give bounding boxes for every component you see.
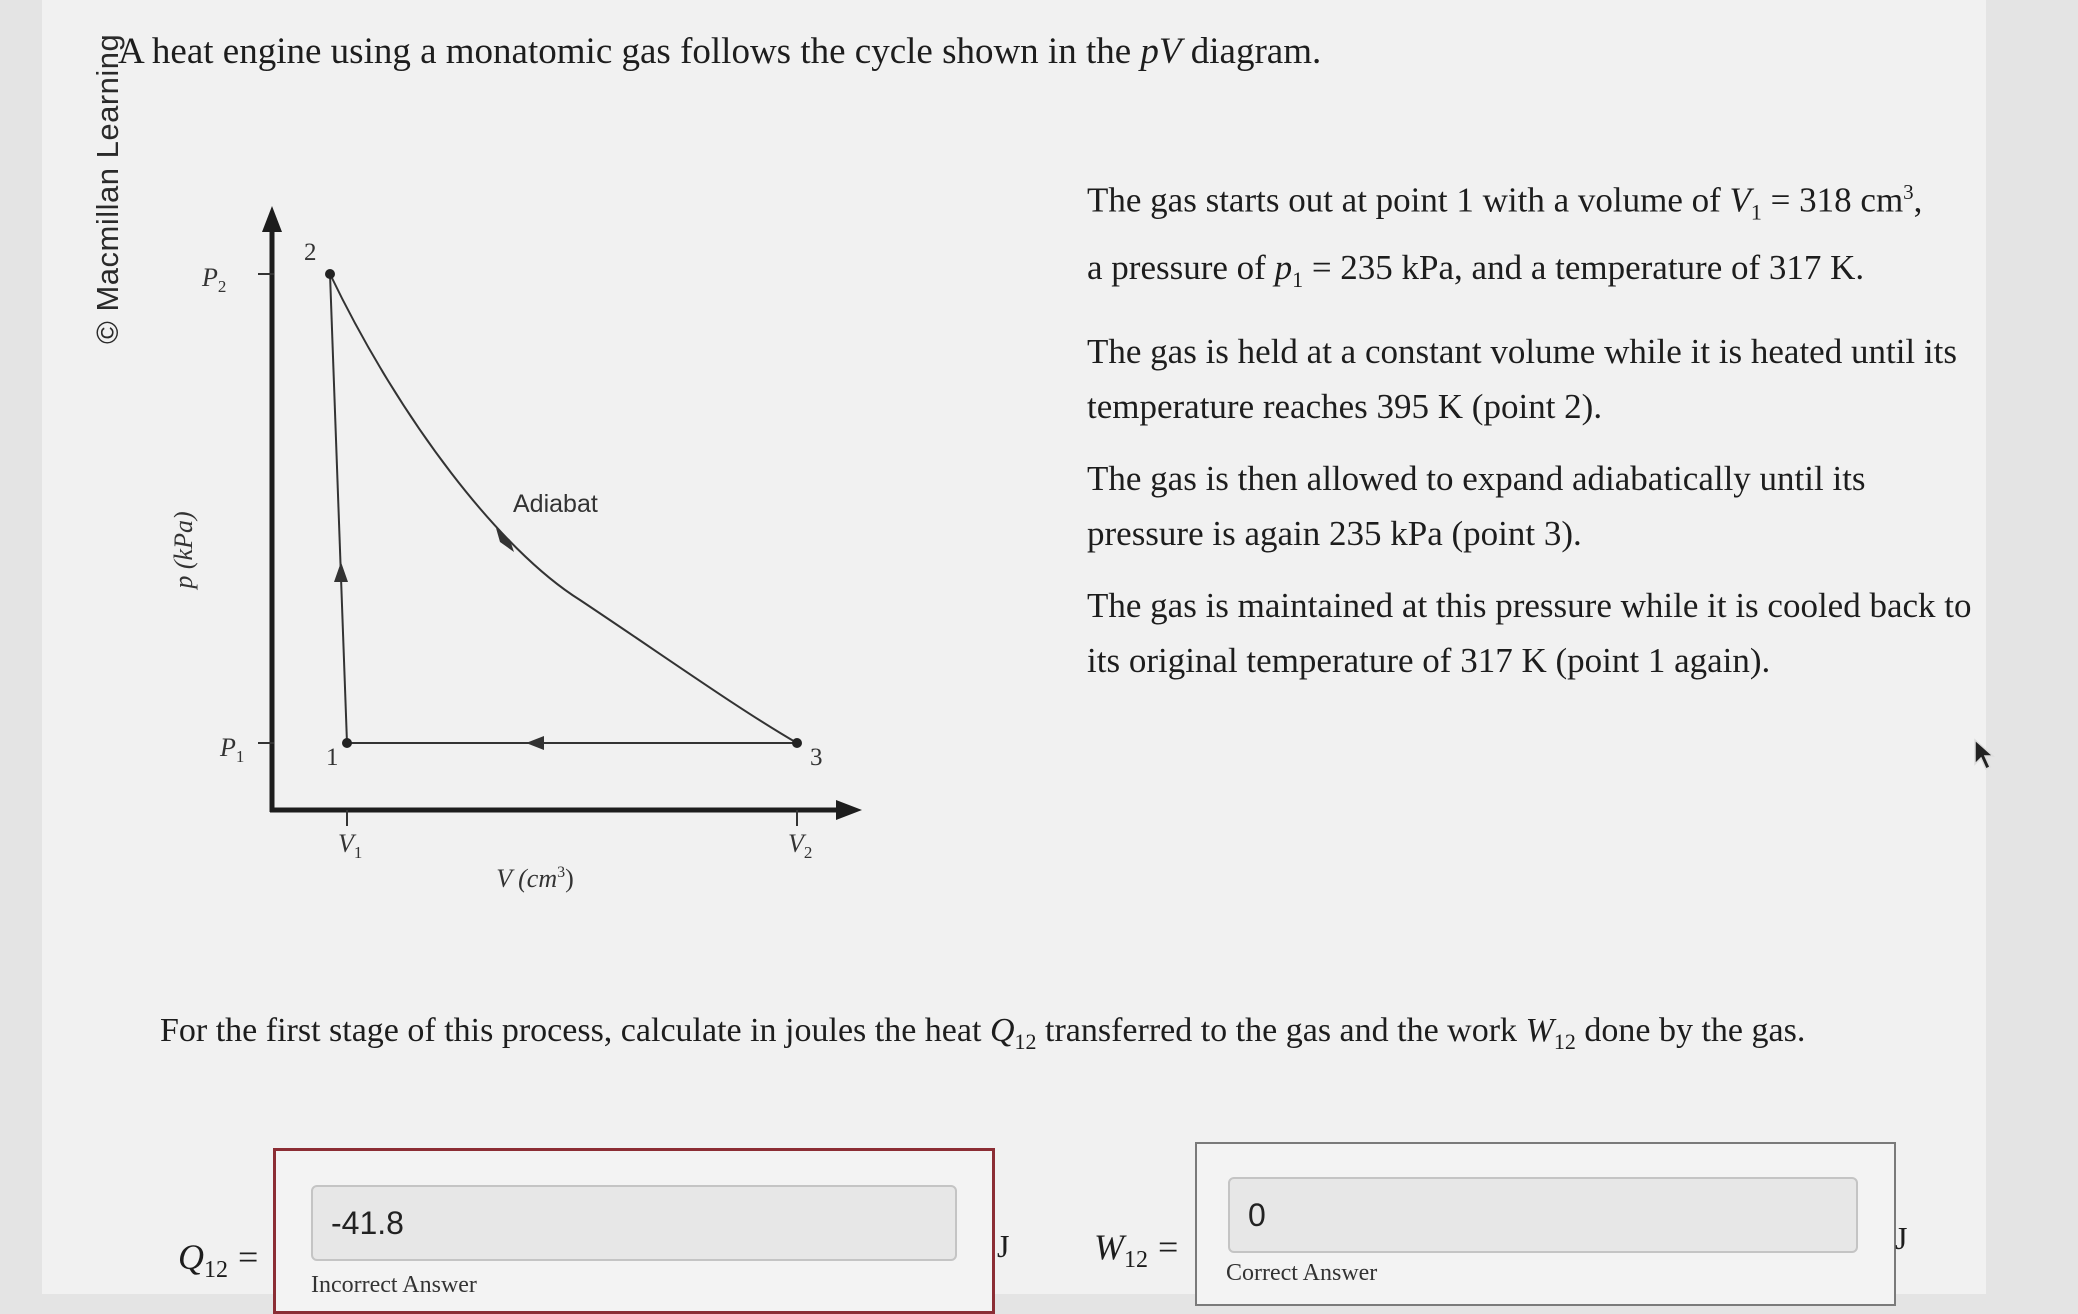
point-3-label: 3 <box>810 744 823 771</box>
isochoric-path <box>330 274 347 743</box>
x-axis-arrow <box>836 800 862 820</box>
w12-label <box>1094 1226 1178 1274</box>
y-axis-label: p (kPa) <box>169 511 198 589</box>
v2-label: $V_2$ <box>788 829 813 862</box>
problem-description <box>1087 165 1987 705</box>
adiabat-label: Adiabat <box>513 490 598 518</box>
v1-label: $V_1$ <box>338 829 363 862</box>
w12-unit: J <box>1895 1220 1908 1256</box>
question-part: transferred to the gas and the work <box>1036 1012 1526 1049</box>
desc-text: The gas starts out at point 1 with a volume of <box>1087 180 1730 220</box>
x-axis-label: V $(cm^3)$ <box>496 864 574 893</box>
q12-answer-input[interactable]: -41.8 <box>311 1185 957 1261</box>
question-part: done by the gas. <box>1575 1012 1806 1049</box>
q12-symbol: Q <box>178 1237 204 1277</box>
question-text <box>160 1012 1805 1055</box>
w12-answer-input[interactable]: 0 <box>1228 1177 1858 1253</box>
pv-diagram <box>140 190 880 910</box>
point-1-label: 1 <box>326 744 339 771</box>
intro-text-before: A heat engine using a monatomic gas follows the cycle shown in the <box>118 31 1141 72</box>
question-q-symbol: Q <box>989 1012 1015 1049</box>
mouse-cursor-icon <box>1972 738 2002 774</box>
description-start-conditions <box>1087 165 1987 307</box>
desc-v-sub: 1 <box>1750 199 1762 225</box>
question-w-symbol: W <box>1525 1012 1554 1049</box>
w12-feedback: Correct Answer <box>1226 1260 1378 1286</box>
desc-text: a pressure of <box>1087 247 1275 287</box>
q12-unit: J <box>997 1228 1010 1264</box>
desc-p-sub: 1 <box>1292 266 1304 292</box>
point-1-dot <box>342 738 352 748</box>
point-2-dot <box>325 269 335 279</box>
problem-intro <box>118 30 1321 73</box>
desc-v-symbol: V <box>1729 180 1751 220</box>
q12-label <box>178 1236 258 1284</box>
q12-equals: = <box>238 1237 259 1277</box>
copyright-watermark: © Macmillan Learning <box>90 33 125 344</box>
point-2-label: 2 <box>304 239 317 266</box>
p2-label: $P_2$ <box>202 263 227 296</box>
intro-pv: pV <box>1140 31 1182 72</box>
q12-feedback: Incorrect Answer <box>311 1272 477 1298</box>
question-part: For the first stage of this process, calculate in joules the heat <box>160 1012 990 1049</box>
isobaric-arrow <box>526 736 544 750</box>
point-3-dot <box>792 738 802 748</box>
p1-label: $P_1$ <box>220 733 245 766</box>
desc-text: = 235 kPa, and a temperature of 317 K. <box>1303 247 1865 287</box>
y-axis-arrow <box>262 206 282 232</box>
w12-equals: = <box>1158 1227 1179 1267</box>
desc-text: = 318 cm <box>1761 180 1904 220</box>
desc-p-symbol: p <box>1274 247 1293 287</box>
adiabat-arrow <box>496 528 514 552</box>
question-w-sub: 12 <box>1553 1028 1576 1054</box>
isochoric-arrow <box>334 562 348 582</box>
q12-sub: 12 <box>204 1257 228 1284</box>
description-stage-1: The gas is held at a constant volume while it is heated until its temperature reaches 395 K (point 2). <box>1087 331 1957 426</box>
w12-sub: 12 <box>1124 1247 1148 1274</box>
intro-text-after: diagram. <box>1181 31 1322 72</box>
desc-sup: 3 <box>1903 180 1914 204</box>
description-stage-3: The gas is maintained at this pressure while it is cooled back to its original temperature of 317 K (point 1 again). <box>1087 585 1972 680</box>
description-stage-2: The gas is then allowed to expand adiabatically until its pressure is again 235 kPa (point 3). <box>1087 458 1866 553</box>
desc-text: , <box>1913 180 1923 220</box>
question-q-sub: 12 <box>1014 1028 1037 1054</box>
w12-symbol: W <box>1094 1227 1124 1267</box>
